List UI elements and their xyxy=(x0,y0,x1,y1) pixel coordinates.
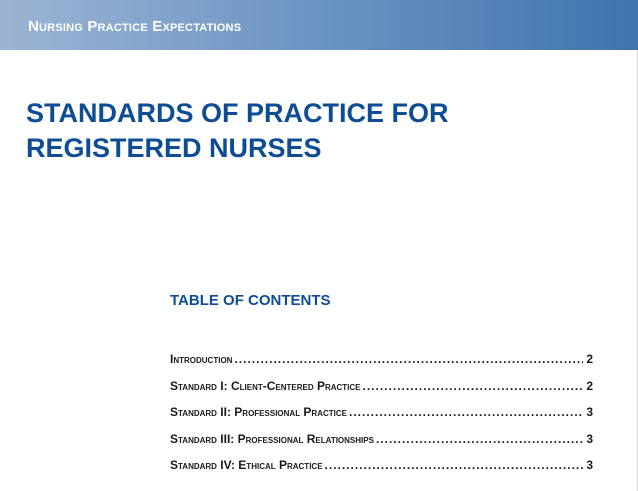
document-title-line-2: REGISTERED NURSES xyxy=(26,133,322,163)
header-bar xyxy=(0,0,638,50)
toc-entry-label: Introduction xyxy=(170,352,233,366)
toc-entry-page: 3 xyxy=(586,431,593,446)
document-title xyxy=(26,96,586,166)
toc-dot-leader xyxy=(363,379,584,393)
toc-entry-page: 2 xyxy=(586,352,593,366)
toc-entry-standard-4[interactable] xyxy=(170,458,593,485)
toc-dot-leader xyxy=(376,432,583,446)
toc-entry-page: 2 xyxy=(586,378,593,393)
toc-dot-leader xyxy=(325,458,584,472)
toc-entry-label: Standard II: Professional Practice xyxy=(170,405,347,419)
header-title: Nursing Practice Expectations xyxy=(28,18,242,35)
toc-entry-label: Standard III: Professional Relationships xyxy=(170,431,374,446)
toc-entry-introduction[interactable] xyxy=(170,352,593,379)
toc-entry-label: Standard IV: Ethical Practice xyxy=(170,458,323,472)
toc-heading: TABLE OF CONTENTS xyxy=(170,292,331,309)
toc-entry-label: Standard I: Client-Centered Practice xyxy=(170,378,361,393)
toc-entry-page: 3 xyxy=(586,458,593,472)
toc-entry-standard-3[interactable] xyxy=(170,432,593,459)
document-title-line-1: STANDARDS OF PRACTICE FOR xyxy=(26,98,449,128)
toc-entry-page: 3 xyxy=(586,405,593,419)
toc-dot-leader xyxy=(234,352,583,366)
table-of-contents xyxy=(170,352,593,485)
toc-entry-standard-2[interactable] xyxy=(170,405,593,432)
toc-entry-standard-1[interactable] xyxy=(170,379,593,406)
toc-dot-leader xyxy=(349,405,583,419)
